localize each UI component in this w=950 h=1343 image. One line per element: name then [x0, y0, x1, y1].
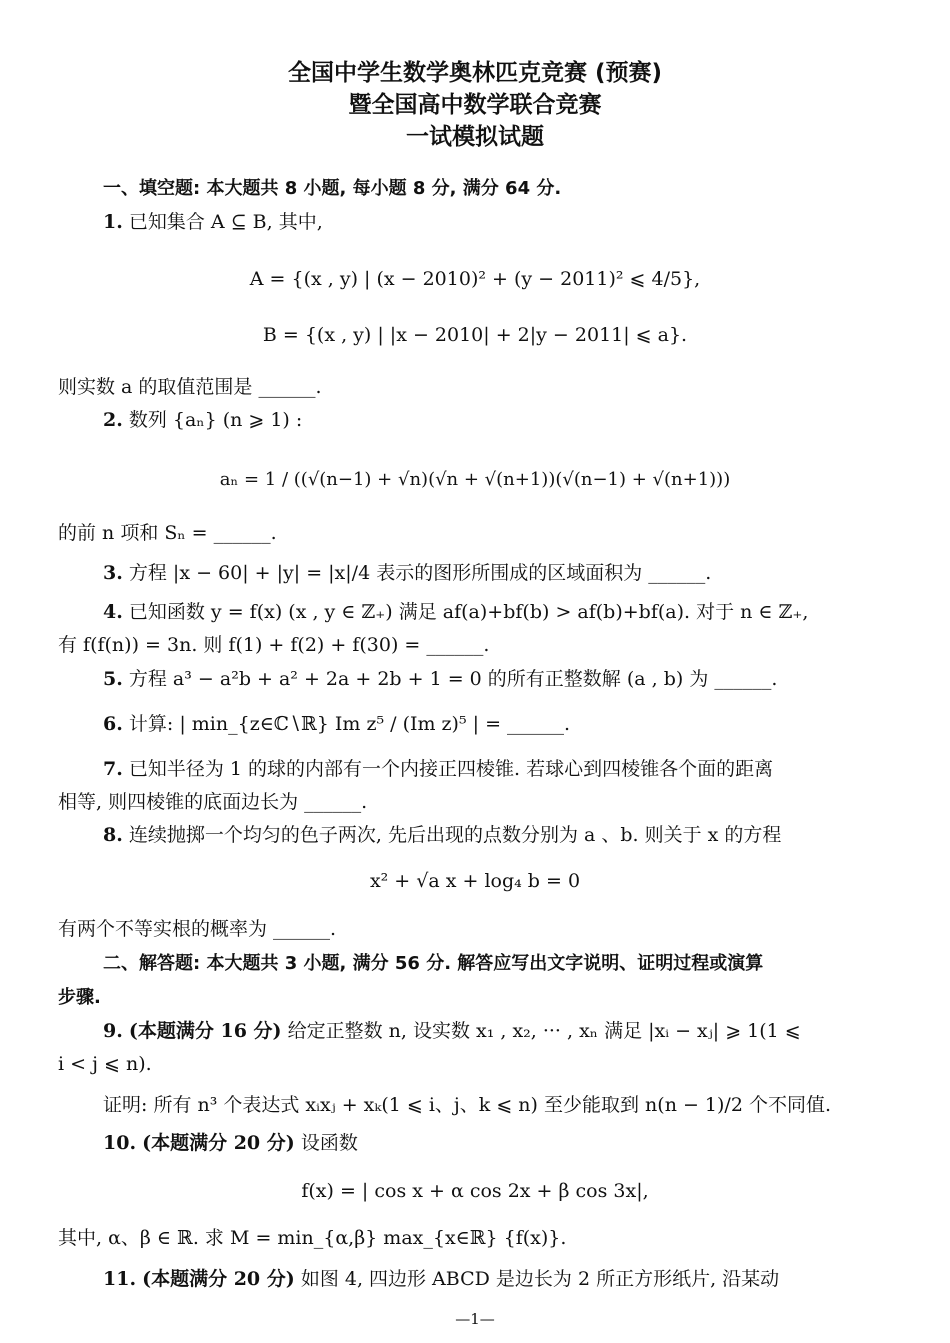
- q8-formula: x² + √a x + log₄ b = 0: [369, 870, 581, 892]
- question-1: [103, 209, 323, 235]
- question-text: 设函数: [300, 1132, 358, 1154]
- question-number: 5.: [103, 668, 123, 690]
- question-text: 已知集合 A ⊆ B, 其中,: [128, 211, 323, 233]
- q8-tail: 有两个不等实根的概率为 ______.: [58, 918, 337, 940]
- q9-text-line2: i < j ⩽ n).: [58, 1053, 152, 1075]
- question-10: [103, 1130, 358, 1156]
- section1-heading: 一、填空题: 本大题共 8 小题, 每小题 8 分, 满分 64 分.: [103, 178, 562, 199]
- exam-title-line1: 全国中学生数学奥林匹克竞赛 (预赛): [287, 60, 663, 86]
- question-9: [103, 1018, 801, 1044]
- question-text: 已知函数 y = f(x) (x , y ∈ ℤ₊) 满足 af(a)+bf(b) > af(b)+bf(a). 对于 n ∈ ℤ₊,: [128, 601, 809, 623]
- question-text: 给定正整数 n, 设实数 x₁ , x₂, ··· , xₙ 满足 |xᵢ − xⱼ| ⩾ 1(1 ⩽: [287, 1020, 801, 1042]
- section2-heading: 二、解答题: 本大题共 3 小题, 满分 56 分. 解答应写出文字说明、证明过程或演算: [103, 953, 764, 974]
- question-number: 1.: [103, 211, 123, 233]
- page-number: —1—: [455, 1310, 495, 1328]
- q9-proof-statement: 证明: 所有 n³ 个表达式 xᵢxⱼ + xₖ(1 ⩽ i、j、k ⩽ n) 至少能取到 n(n − 1)/2 个不同值.: [103, 1094, 831, 1116]
- q2-tail: 的前 n 项和 Sₙ = ______.: [58, 522, 277, 544]
- exam-title-line2: 暨全国高中数学联合竞赛: [348, 92, 602, 118]
- question-number: 4.: [103, 601, 123, 623]
- question-points: (本题满分 20 分): [142, 1268, 295, 1290]
- question-text: 已知半径为 1 的球的内部有一个内接正四棱锥. 若球心到四棱锥各个面的距离: [128, 758, 774, 780]
- question-number: 2.: [103, 409, 123, 431]
- question-text: 方程 |x − 60| + |y| = |x|/4 表示的图形所围成的区域面积为 ______.: [128, 562, 712, 584]
- question-text: 如图 4, 四边形 ABCD 是边长为 2 所正方形纸片, 沿某动: [300, 1268, 780, 1290]
- question-7: [103, 756, 773, 782]
- question-points: (本题满分 16 分): [128, 1020, 282, 1042]
- question-6: [103, 711, 570, 737]
- question-number: 6.: [103, 713, 123, 735]
- question-number: 9.: [103, 1020, 123, 1042]
- question-points: (本题满分 20 分): [142, 1132, 295, 1154]
- question-3: [103, 560, 711, 586]
- q1-tail: 则实数 a 的取值范围是 ______.: [58, 376, 322, 398]
- question-2: [103, 407, 302, 433]
- question-text: 连续抛掷一个均匀的色子两次, 先后出现的点数分别为 a 、b. 则关于 x 的方程: [128, 824, 782, 846]
- question-8: [103, 822, 781, 848]
- question-number: 8.: [103, 824, 123, 846]
- q10-formula: f(x) = | cos x + α cos 2x + β cos 3x|,: [301, 1180, 649, 1202]
- question-text: 数列 {aₙ} (n ⩾ 1) :: [128, 409, 303, 431]
- question-number: 11.: [103, 1268, 137, 1290]
- question-number: 3.: [103, 562, 123, 584]
- section2-heading-line2: 步骤.: [58, 987, 101, 1008]
- q2-formula: aₙ = 1 / ((√(n−1) + √n)(√n + √(n+1))(√(n−1) + √(n+1))): [219, 469, 731, 490]
- q7-text-line2: 相等, 则四棱锥的底面边长为 ______.: [58, 791, 368, 813]
- q10-tail: 其中, α、β ∈ ℝ. 求 M = min_{α,β} max_{x∈ℝ} {f(x)}.: [58, 1227, 567, 1249]
- question-number: 10.: [103, 1132, 137, 1154]
- q4-text-line2: 有 f(f(n)) = 3n. 则 f(1) + f(2) + f(30) = ______.: [58, 634, 490, 656]
- exam-title-line3: 一试模拟试题: [406, 124, 544, 150]
- question-5: [103, 666, 777, 692]
- question-number: 7.: [103, 758, 123, 780]
- question-4: [103, 599, 808, 625]
- question-text: 方程 a³ − a²b + a² + 2a + 2b + 1 = 0 的所有正整数解 (a , b) 为 ______.: [128, 668, 778, 690]
- q1-formula-b: B = {(x , y) | |x − 2010| + 2|y − 2011| ⩽ a}.: [262, 324, 688, 346]
- question-text: 计算: | min_{z∈ℂ∖ℝ} Im z⁵ / (Im z)⁵ | = ______.: [128, 713, 571, 735]
- q1-formula-a: A = {(x , y) | (x − 2010)² + (y − 2011)² ⩽ 4/5},: [249, 268, 701, 290]
- question-11: [103, 1266, 779, 1292]
